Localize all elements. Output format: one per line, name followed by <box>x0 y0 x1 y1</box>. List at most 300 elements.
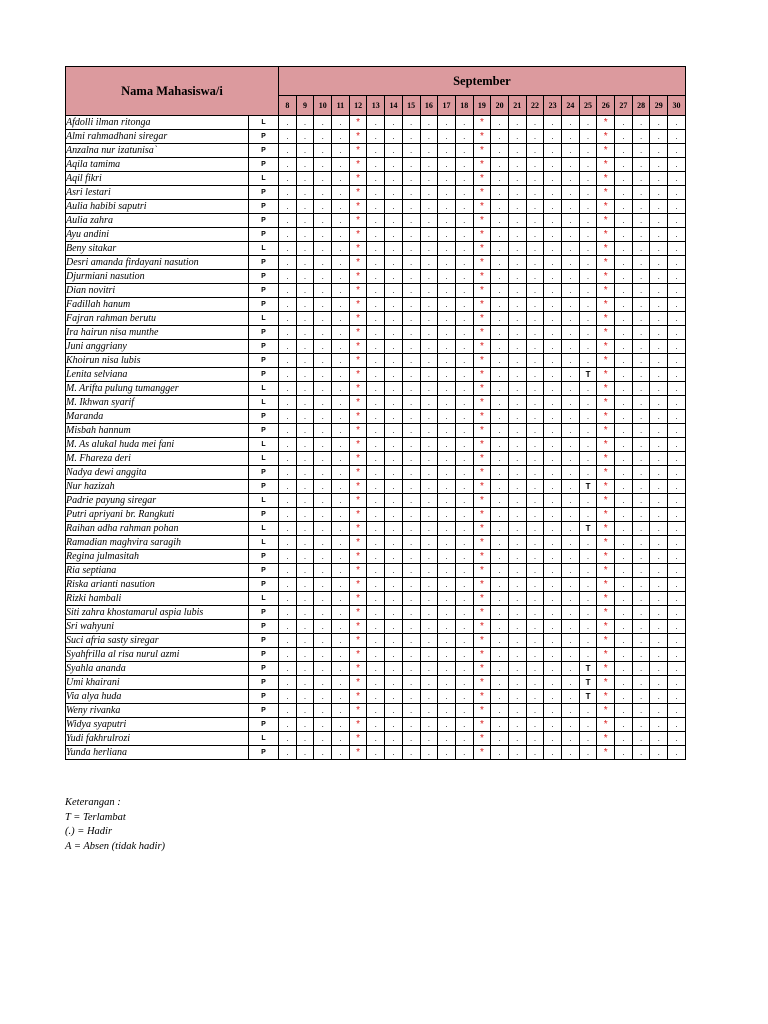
present-mark: . <box>438 312 456 326</box>
present-mark: . <box>367 200 385 214</box>
holiday-mark: * <box>597 326 615 340</box>
present-mark: . <box>420 620 438 634</box>
present-mark: . <box>314 172 332 186</box>
present-mark: . <box>332 256 350 270</box>
holiday-mark: * <box>473 452 491 466</box>
present-mark: . <box>332 536 350 550</box>
present-mark: . <box>367 354 385 368</box>
present-mark: . <box>420 368 438 382</box>
present-mark: . <box>668 746 686 760</box>
present-mark: . <box>650 732 668 746</box>
legend <box>65 796 165 854</box>
student-gender: P <box>249 368 279 382</box>
present-mark: . <box>632 550 650 564</box>
present-mark: . <box>491 508 509 522</box>
holiday-mark: * <box>349 354 367 368</box>
present-mark: . <box>650 242 668 256</box>
present-mark: . <box>491 522 509 536</box>
present-mark: . <box>279 690 297 704</box>
present-mark: . <box>491 480 509 494</box>
table-row <box>66 620 686 634</box>
present-mark: . <box>279 620 297 634</box>
present-mark: . <box>314 298 332 312</box>
present-mark: . <box>632 536 650 550</box>
holiday-mark: * <box>597 200 615 214</box>
present-mark: . <box>562 200 580 214</box>
holiday-mark: * <box>473 732 491 746</box>
late-mark: T <box>579 522 597 536</box>
present-mark: . <box>402 242 420 256</box>
present-mark: . <box>668 494 686 508</box>
present-mark: . <box>491 620 509 634</box>
present-mark: . <box>632 270 650 284</box>
present-mark: . <box>438 648 456 662</box>
present-mark: . <box>385 480 403 494</box>
holiday-mark: * <box>349 620 367 634</box>
legend-item-late: T = Terlambat <box>65 811 126 823</box>
holiday-mark: * <box>473 522 491 536</box>
present-mark: . <box>385 144 403 158</box>
present-mark: . <box>420 340 438 354</box>
present-mark: . <box>615 312 633 326</box>
holiday-mark: * <box>597 536 615 550</box>
student-gender: P <box>249 298 279 312</box>
holiday-mark: * <box>597 704 615 718</box>
present-mark: . <box>615 256 633 270</box>
present-mark: . <box>668 158 686 172</box>
present-mark: . <box>367 550 385 564</box>
present-mark: . <box>615 410 633 424</box>
present-mark: . <box>508 466 526 480</box>
holiday-mark: * <box>597 466 615 480</box>
present-mark: . <box>632 634 650 648</box>
present-mark: . <box>332 606 350 620</box>
present-mark: . <box>385 662 403 676</box>
present-mark: . <box>526 536 544 550</box>
present-mark: . <box>668 648 686 662</box>
present-mark: . <box>279 130 297 144</box>
student-gender: P <box>249 648 279 662</box>
student-name: Anzalna nur izatunisa` <box>66 144 249 158</box>
table-row <box>66 214 686 228</box>
present-mark: . <box>579 508 597 522</box>
present-mark: . <box>491 158 509 172</box>
student-name: Nur hazizah <box>66 480 249 494</box>
holiday-mark: * <box>597 130 615 144</box>
present-mark: . <box>508 676 526 690</box>
student-name: Siti zahra khostamarul aspia lubis <box>66 606 249 620</box>
present-mark: . <box>296 690 314 704</box>
present-mark: . <box>296 200 314 214</box>
present-mark: . <box>615 592 633 606</box>
student-name: Ramadian maghvira saragih <box>66 536 249 550</box>
present-mark: . <box>367 690 385 704</box>
student-gender: L <box>249 172 279 186</box>
present-mark: . <box>615 648 633 662</box>
present-mark: . <box>526 382 544 396</box>
present-mark: . <box>562 256 580 270</box>
present-mark: . <box>402 270 420 284</box>
present-mark: . <box>668 186 686 200</box>
student-gender: P <box>249 676 279 690</box>
present-mark: . <box>367 606 385 620</box>
holiday-mark: * <box>349 550 367 564</box>
holiday-mark: * <box>349 606 367 620</box>
present-mark: . <box>508 214 526 228</box>
late-mark: T <box>579 676 597 690</box>
holiday-mark: * <box>349 732 367 746</box>
present-mark: . <box>526 200 544 214</box>
present-mark: . <box>279 396 297 410</box>
present-mark: . <box>650 186 668 200</box>
holiday-mark: * <box>349 228 367 242</box>
present-mark: . <box>668 354 686 368</box>
present-mark: . <box>650 256 668 270</box>
present-mark: . <box>579 340 597 354</box>
present-mark: . <box>491 130 509 144</box>
student-name: Regina julmasitah <box>66 550 249 564</box>
present-mark: . <box>438 256 456 270</box>
present-mark: . <box>438 326 456 340</box>
present-mark: . <box>526 284 544 298</box>
holiday-mark: * <box>473 270 491 284</box>
present-mark: . <box>544 564 562 578</box>
present-mark: . <box>314 690 332 704</box>
present-mark: . <box>632 354 650 368</box>
present-mark: . <box>385 438 403 452</box>
present-mark: . <box>455 536 473 550</box>
day-header-20: 20 <box>491 96 509 116</box>
present-mark: . <box>402 494 420 508</box>
present-mark: . <box>332 116 350 130</box>
present-mark: . <box>314 718 332 732</box>
present-mark: . <box>491 550 509 564</box>
student-gender: L <box>249 592 279 606</box>
present-mark: . <box>332 410 350 424</box>
present-mark: . <box>332 662 350 676</box>
present-mark: . <box>455 326 473 340</box>
present-mark: . <box>332 564 350 578</box>
present-mark: . <box>455 172 473 186</box>
present-mark: . <box>544 536 562 550</box>
present-mark: . <box>650 704 668 718</box>
present-mark: . <box>296 732 314 746</box>
present-mark: . <box>632 746 650 760</box>
student-name: Aqila tamima <box>66 158 249 172</box>
present-mark: . <box>650 746 668 760</box>
present-mark: . <box>367 508 385 522</box>
holiday-mark: * <box>473 480 491 494</box>
holiday-mark: * <box>473 326 491 340</box>
present-mark: . <box>562 704 580 718</box>
student-name: Afdolli ilman ritonga <box>66 116 249 130</box>
present-mark: . <box>650 522 668 536</box>
present-mark: . <box>526 466 544 480</box>
present-mark: . <box>279 214 297 228</box>
present-mark: . <box>455 620 473 634</box>
holiday-mark: * <box>349 368 367 382</box>
present-mark: . <box>402 354 420 368</box>
present-mark: . <box>402 326 420 340</box>
day-header-12: 12 <box>349 96 367 116</box>
student-gender: P <box>249 200 279 214</box>
present-mark: . <box>296 550 314 564</box>
holiday-mark: * <box>349 648 367 662</box>
student-gender: P <box>249 508 279 522</box>
present-mark: . <box>385 536 403 550</box>
present-mark: . <box>402 536 420 550</box>
table-row <box>66 746 686 760</box>
present-mark: . <box>438 438 456 452</box>
present-mark: . <box>438 592 456 606</box>
student-gender: L <box>249 242 279 256</box>
present-mark: . <box>385 368 403 382</box>
present-mark: . <box>385 284 403 298</box>
present-mark: . <box>385 690 403 704</box>
present-mark: . <box>296 522 314 536</box>
present-mark: . <box>420 326 438 340</box>
present-mark: . <box>491 536 509 550</box>
present-mark: . <box>420 228 438 242</box>
holiday-mark: * <box>597 550 615 564</box>
present-mark: . <box>420 634 438 648</box>
present-mark: . <box>562 340 580 354</box>
present-mark: . <box>491 424 509 438</box>
present-mark: . <box>491 242 509 256</box>
present-mark: . <box>615 172 633 186</box>
present-mark: . <box>420 746 438 760</box>
present-mark: . <box>562 326 580 340</box>
present-mark: . <box>420 256 438 270</box>
holiday-mark: * <box>597 746 615 760</box>
present-mark: . <box>438 270 456 284</box>
present-mark: . <box>420 578 438 592</box>
present-mark: . <box>562 354 580 368</box>
present-mark: . <box>420 508 438 522</box>
present-mark: . <box>526 228 544 242</box>
present-mark: . <box>332 718 350 732</box>
present-mark: . <box>438 718 456 732</box>
holiday-mark: * <box>473 144 491 158</box>
present-mark: . <box>279 382 297 396</box>
present-mark: . <box>491 284 509 298</box>
present-mark: . <box>296 284 314 298</box>
holiday-mark: * <box>597 186 615 200</box>
present-mark: . <box>402 522 420 536</box>
present-mark: . <box>402 396 420 410</box>
present-mark: . <box>615 480 633 494</box>
present-mark: . <box>632 396 650 410</box>
day-header-14: 14 <box>385 96 403 116</box>
present-mark: . <box>508 522 526 536</box>
present-mark: . <box>615 662 633 676</box>
present-mark: . <box>668 270 686 284</box>
present-mark: . <box>314 648 332 662</box>
table-row <box>66 508 686 522</box>
table-row <box>66 298 686 312</box>
table-row <box>66 732 686 746</box>
holiday-mark: * <box>349 144 367 158</box>
present-mark: . <box>491 690 509 704</box>
present-mark: . <box>332 676 350 690</box>
student-gender: P <box>249 214 279 228</box>
present-mark: . <box>332 284 350 298</box>
holiday-mark: * <box>349 186 367 200</box>
present-mark: . <box>632 648 650 662</box>
student-name: Juni anggriany <box>66 340 249 354</box>
present-mark: . <box>508 242 526 256</box>
present-mark: . <box>491 606 509 620</box>
present-mark: . <box>314 396 332 410</box>
present-mark: . <box>491 452 509 466</box>
present-mark: . <box>491 368 509 382</box>
present-mark: . <box>579 718 597 732</box>
present-mark: . <box>562 676 580 690</box>
present-mark: . <box>438 200 456 214</box>
present-mark: . <box>402 200 420 214</box>
table-row <box>66 172 686 186</box>
present-mark: . <box>632 256 650 270</box>
holiday-mark: * <box>349 172 367 186</box>
present-mark: . <box>296 382 314 396</box>
present-mark: . <box>455 298 473 312</box>
present-mark: . <box>420 536 438 550</box>
present-mark: . <box>367 424 385 438</box>
present-mark: . <box>526 606 544 620</box>
student-gender: P <box>249 690 279 704</box>
present-mark: . <box>632 242 650 256</box>
present-mark: . <box>296 354 314 368</box>
present-mark: . <box>438 480 456 494</box>
present-mark: . <box>650 396 668 410</box>
present-mark: . <box>632 312 650 326</box>
holiday-mark: * <box>473 550 491 564</box>
present-mark: . <box>438 578 456 592</box>
student-name: Syahla ananda <box>66 662 249 676</box>
present-mark: . <box>579 186 597 200</box>
present-mark: . <box>296 242 314 256</box>
present-mark: . <box>314 452 332 466</box>
present-mark: . <box>332 382 350 396</box>
present-mark: . <box>455 130 473 144</box>
present-mark: . <box>508 270 526 284</box>
present-mark: . <box>650 690 668 704</box>
student-name: Dian novitri <box>66 284 249 298</box>
present-mark: . <box>615 578 633 592</box>
present-mark: . <box>526 550 544 564</box>
present-mark: . <box>385 732 403 746</box>
present-mark: . <box>615 200 633 214</box>
present-mark: . <box>544 480 562 494</box>
present-mark: . <box>544 382 562 396</box>
present-mark: . <box>367 410 385 424</box>
present-mark: . <box>562 242 580 256</box>
present-mark: . <box>455 522 473 536</box>
present-mark: . <box>650 620 668 634</box>
present-mark: . <box>367 172 385 186</box>
present-mark: . <box>455 606 473 620</box>
student-gender: L <box>249 536 279 550</box>
present-mark: . <box>668 424 686 438</box>
present-mark: . <box>314 522 332 536</box>
holiday-mark: * <box>349 326 367 340</box>
present-mark: . <box>632 228 650 242</box>
present-mark: . <box>455 746 473 760</box>
table-row <box>66 242 686 256</box>
holiday-mark: * <box>349 312 367 326</box>
present-mark: . <box>279 480 297 494</box>
present-mark: . <box>491 634 509 648</box>
present-mark: . <box>455 382 473 396</box>
present-mark: . <box>455 578 473 592</box>
present-mark: . <box>438 620 456 634</box>
present-mark: . <box>615 158 633 172</box>
present-mark: . <box>367 480 385 494</box>
present-mark: . <box>314 606 332 620</box>
present-mark: . <box>402 130 420 144</box>
student-gender: P <box>249 480 279 494</box>
present-mark: . <box>438 144 456 158</box>
present-mark: . <box>385 326 403 340</box>
present-mark: . <box>632 200 650 214</box>
student-name: Ayu andini <box>66 228 249 242</box>
present-mark: . <box>544 438 562 452</box>
present-mark: . <box>668 130 686 144</box>
student-name: Fadillah hanum <box>66 298 249 312</box>
present-mark: . <box>420 214 438 228</box>
present-mark: . <box>526 130 544 144</box>
present-mark: . <box>385 746 403 760</box>
present-mark: . <box>579 606 597 620</box>
present-mark: . <box>579 116 597 130</box>
table-row <box>66 536 686 550</box>
holiday-mark: * <box>597 676 615 690</box>
present-mark: . <box>296 620 314 634</box>
present-mark: . <box>279 242 297 256</box>
present-mark: . <box>438 242 456 256</box>
student-name: Widya syaputri <box>66 718 249 732</box>
present-mark: . <box>491 144 509 158</box>
present-mark: . <box>668 214 686 228</box>
present-mark: . <box>279 592 297 606</box>
present-mark: . <box>332 172 350 186</box>
present-mark: . <box>508 368 526 382</box>
table-row <box>66 354 686 368</box>
present-mark: . <box>385 494 403 508</box>
day-header-11: 11 <box>332 96 350 116</box>
present-mark: . <box>526 172 544 186</box>
table-row <box>66 438 686 452</box>
present-mark: . <box>526 410 544 424</box>
present-mark: . <box>632 592 650 606</box>
present-mark: . <box>526 298 544 312</box>
student-name: Padrie payung siregar <box>66 494 249 508</box>
student-name: M. Ikhwan syarif <box>66 396 249 410</box>
present-mark: . <box>296 592 314 606</box>
present-mark: . <box>632 130 650 144</box>
present-mark: . <box>402 676 420 690</box>
table-row <box>66 550 686 564</box>
present-mark: . <box>438 606 456 620</box>
present-mark: . <box>526 564 544 578</box>
holiday-mark: * <box>473 368 491 382</box>
present-mark: . <box>314 564 332 578</box>
present-mark: . <box>615 438 633 452</box>
present-mark: . <box>579 228 597 242</box>
holiday-mark: * <box>473 298 491 312</box>
present-mark: . <box>385 354 403 368</box>
present-mark: . <box>279 522 297 536</box>
